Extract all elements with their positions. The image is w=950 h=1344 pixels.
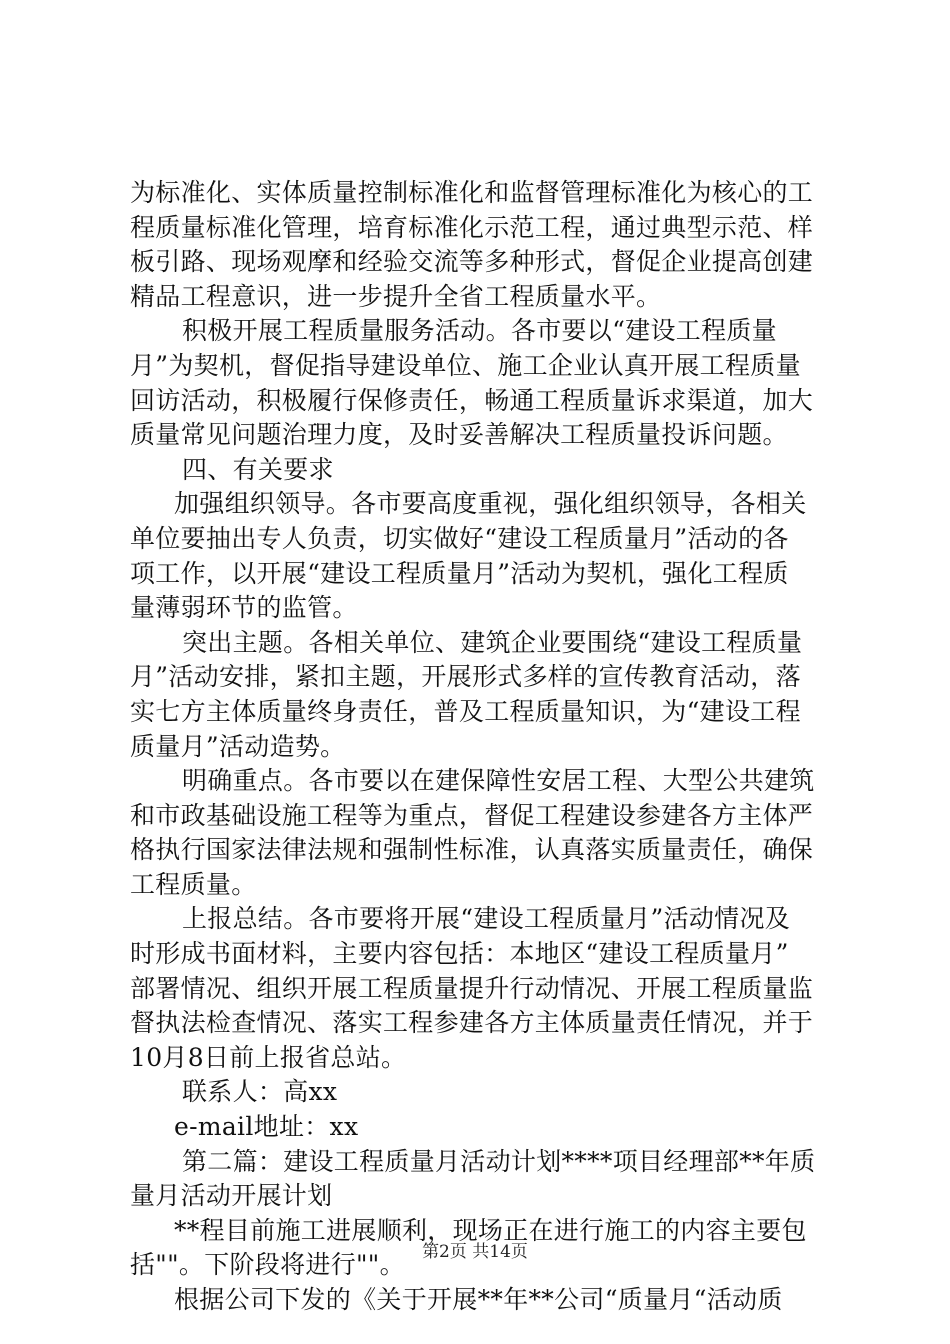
text-line: 量月活动开展计划 [130, 1181, 333, 1211]
text-line: 部署情况、组织开展工程质量提升行动情况、开展工程质量监 [130, 973, 814, 1003]
text-line: 项工作，以开展“建设工程质量月”活动为契机，强化工程质 [130, 558, 789, 588]
text-line: 质量月”活动造势。 [130, 731, 346, 761]
text-line: 时形成书面材料，主要内容包括：本地区“建设工程质量月” [130, 939, 789, 969]
paragraph-first-line: 根据公司下发的《关于开展**年**公司“质量月“活动质 [174, 1285, 783, 1314]
text-line: 工程质量。 [130, 869, 257, 899]
text-line: 精品工程意识，进一步提升全省工程质量水平。 [130, 281, 662, 311]
paragraph-first-line: 积极开展工程质量服务活动。各市要以“建设工程质量 [182, 316, 777, 346]
paragraph-first-line: 突出主题。各相关单位、建筑企业要围绕“建设工程质量 [182, 627, 803, 657]
paragraph-first-line: 加强组织领导。各市要高度重视，强化组织领导，各相关 [174, 489, 807, 519]
section-heading: 四、有关要求 [182, 454, 334, 484]
text-line: 督执法检查情况、落实工程参建各方主体质量责任情况，并于 [130, 1008, 814, 1038]
paragraph-first-line: 明确重点。各市要以在建保障性安居工程、大型公共建筑 [182, 766, 815, 796]
text-line: 括""。下阶段将进行""。 [130, 1250, 405, 1280]
contact-person-line: 联系人：高xx [182, 1077, 338, 1107]
text-line: 为标准化、实体质量控制标准化和监督管理标准化为核心的工 [130, 178, 814, 207]
text-line: 月”活动安排，紧扣主题，开展形式多样的宣传教育活动，落 [130, 662, 801, 692]
text-line: 10月8日前上报省总站。 [130, 1042, 407, 1072]
text-line: 板引路、现场观摩和经验交流等多种形式，督促企业提高创建 [130, 247, 814, 277]
paragraph-first-line: **程目前施工进展顺利，现场正在进行施工的内容主要包 [174, 1215, 807, 1245]
document-body [130, 176, 830, 1318]
text-line: 量薄弱环节的监管。 [130, 593, 358, 623]
text-line: 单位要抽出专人负责，切实做好“建设工程质量月”活动的各 [130, 523, 789, 553]
paragraph-first-line: 上报总结。各市要将开展“建设工程质量月”活动情况及 [182, 904, 791, 934]
text-line: 和市政基础设施工程等为重点，督促工程建设参建各方主体严 [130, 800, 814, 830]
text-line: 质量常见问题治理力度，及时妥善解决工程质量投诉问题。 [130, 420, 788, 450]
text-line: 格执行国家法律法规和强制性标准，认真落实质量责任，确保 [130, 835, 814, 865]
text-line: 月”为契机，督促指导建设单位、施工企业认真开展工程质量 [130, 350, 801, 380]
text-line: 实七方主体质量终身责任，普及工程质量知识，为“建设工程 [130, 696, 801, 726]
page-number-footer: 第2页 共14页 [422, 1242, 528, 1262]
text-line: 程质量标准化管理，培育标准化示范工程，通过典型示范、样 [130, 212, 814, 242]
email-line: e-mail地址：xx [174, 1112, 359, 1142]
chapter-heading: 第二篇：建设工程质量月活动计划****项目经理部**年质 [182, 1146, 816, 1176]
text-line: 回访活动，积极履行保修责任，畅通工程质量诉求渠道，加大 [130, 385, 814, 415]
